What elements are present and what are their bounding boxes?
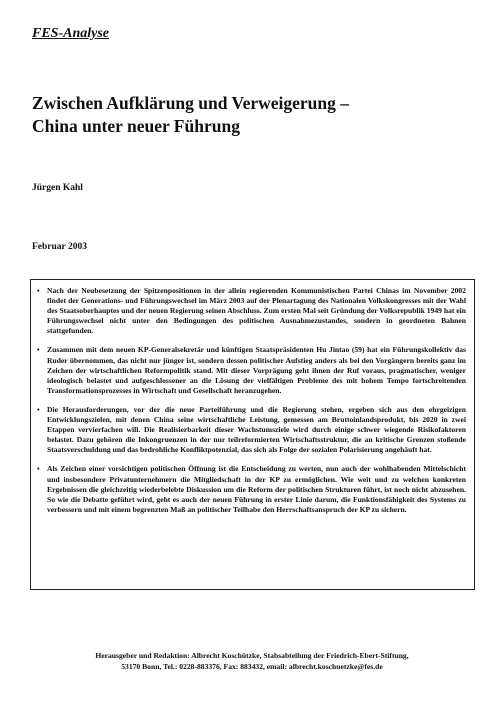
publisher-footer bbox=[0, 651, 504, 672]
summary-box bbox=[30, 279, 475, 590]
summary-list bbox=[38, 286, 466, 515]
summary-item bbox=[38, 345, 466, 395]
summary-item bbox=[38, 464, 466, 514]
summary-item bbox=[38, 286, 466, 336]
summary-item-text: Die Herausforderungen, vor der die neue Parteiführung und die Regierung stehen, ergeben sich aus den ehrgeizigen Entwicklungszielen, mit denen China seine wirtschaftliche Leistung, gemessen am Bruttoinlandsprodukt, bis 2020 in zwei Etappen vervierfachen will. Die Realisierbarkeit dieser Wachstumsziele wird durch einige schwer wiegende Risikofaktoren belastet. Dazu gehören die Inkongruenzen in der nur teilreformierten Wirtschaftsstruktur, die an kritische Grenzen stoßende Staatsverschuldung und das bedrohliche Konfliktpotenzial, das sich als Folge der sozialen Polarisierung angehäuft hat. bbox=[47, 404, 466, 455]
footer-line-2: 53170 Bonn, Tel.: 0228-883376, Fax: 883432, email: albrecht.koschuetzke@fes.de bbox=[121, 661, 383, 671]
bullet-icon: • bbox=[37, 286, 40, 295]
bullet-icon: • bbox=[37, 404, 40, 414]
summary-item-text: Zusammen mit dem neuen KP-Generalsekretär und künftigen Staatspräsidenten Hu Jintao (59) hat ein Führungskollektiv das Ruder übernommen, das nicht nur jünger ist, sondern dessen politischer Aufstieg anders als bei den Vorgängern bereits ganz im Zeichen der wirtschaftlichen Reformpolitik stand. Mit dieser Vorprägung geht ihnen der Ruf voraus, pragmatischer, weniger ideologisch belastet und aufgeschlossener an die Lösung der vielfältigen Probleme des mit hohem Tempo fortschreitenden Transformationsprozesses in Wirtschaft und Gesellschaft heranzugehen. bbox=[47, 345, 466, 395]
footer-line-1: Herausgeber und Redaktion: Albrecht Koschützke, Stabsabteilung der Friedrich-Ebert-Stiftung, bbox=[95, 651, 409, 660]
summary-item-text: Als Zeichen einer vorsichtigen politischen Öffnung ist die Entscheidung zu werten, nun auch der wohlhabenden Mittelschicht und insbesondere Privatunternehmern die Mitgliedschaft in der KP zu ermöglichen. Wie weit und zu welchen konkreten Ergebnissen die gleichzeitig wiederbelebte Diskussion um die Reform der politischen Strukturen führt, ist noch nicht abzusehen. So wie die Debatte geführt wird, geht es auch der neuen Führung in erster Linie darum, die Funktionsfähigkeit des Systems zu verbessern und mit einem begrenzten Maß an politischer Teilhabe den Herrschaftsanspruch der KP zu sichern. bbox=[47, 464, 466, 514]
document-title bbox=[32, 92, 472, 138]
title-line-1: Zwischen Aufklärung und Verweigerung – bbox=[32, 93, 350, 113]
series-label: FES-Analyse bbox=[32, 26, 110, 41]
summary-item bbox=[38, 405, 466, 455]
publication-date: Februar 2003 bbox=[32, 242, 87, 252]
title-line-2: China unter neuer Führung bbox=[32, 116, 240, 136]
bullet-icon: • bbox=[37, 345, 40, 355]
summary-item-text: Nach der Neubesetzung der Spitzenpositionen in der allein regierenden Kommunistischen Partei Chinas im November 2002 findet der Generations- und Führungswechsel im März 2003 auf der Plenartagung des Nationalen Volkskongresses mit der Wahl des Staatsoberhauptes und der neuen Regierung seinen Abschluss. Zum ersten Mal seit Gründung der Volksrepublik 1949 hat ein Führungswechsel nicht unter den Bedingungen des politischen Ausnahmezustandes, sondern in geordneten Bahnen stattgefunden. bbox=[47, 286, 466, 336]
bullet-icon: • bbox=[37, 464, 40, 474]
author-name: Jürgen Kahl bbox=[32, 183, 83, 193]
